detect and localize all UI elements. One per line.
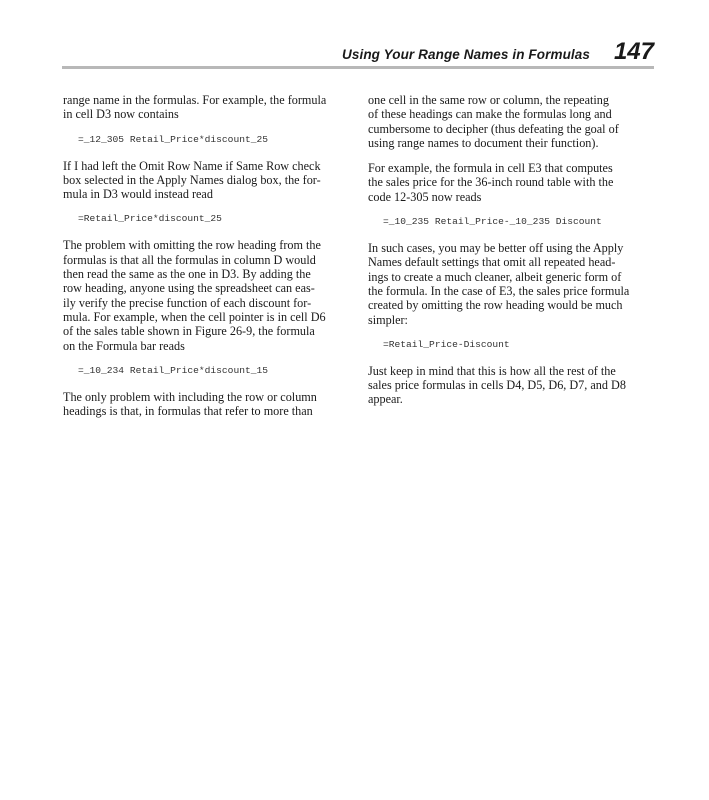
text-line: In such cases, you may be better off using the Apply <box>368 241 624 256</box>
paragraph <box>368 93 654 150</box>
paragraph <box>368 364 654 407</box>
code-formula: =_12_305 Retail_Price*discount_25 <box>78 133 268 145</box>
text-line: one cell in the same row or column, the repeating <box>368 93 609 107</box>
text-line: mula. For example, when the cell pointer is in cell D6 <box>63 309 326 324</box>
code-formula: =_10_234 Retail_Price*discount_15 <box>78 364 268 376</box>
text-line: mula in D3 would instead read <box>63 187 213 202</box>
text-line: cumbersome to decipher (thus defeating the goal of <box>368 121 619 136</box>
text-line: the sales price for the 36-inch round table with the <box>368 175 614 190</box>
text-line: of these headings can make the formulas long and <box>368 107 612 122</box>
header-rule <box>62 66 654 69</box>
text-line: code 12-305 now reads <box>368 189 482 204</box>
paragraph <box>368 241 654 327</box>
text-line: row heading, anyone using the spreadsheet can eas- <box>63 281 315 296</box>
code-formula: =Retail_Price*discount_25 <box>78 213 222 225</box>
page-number: 147 <box>613 38 654 65</box>
text-line: appear. <box>368 392 403 407</box>
text-line: The only problem with including the row or column <box>63 389 317 404</box>
text-line: box selected in the Apply Names dialog box, the for- <box>63 172 321 187</box>
running-head <box>62 36 654 66</box>
running-head-title: Using Your Range Names in Formulas <box>342 47 590 62</box>
text-line: The problem with omitting the row heading from the <box>63 238 321 253</box>
text-line: Just keep in mind that this is how all the rest of the <box>368 363 616 378</box>
text-line: Names default settings that omit all repeated head- <box>368 255 616 270</box>
left-column <box>63 93 349 418</box>
text-line: in cell D3 now contains <box>63 107 179 122</box>
text-line: For example, the formula in cell E3 that computes <box>368 161 613 176</box>
text-line: ily verify the precise function of each discount for- <box>63 295 312 310</box>
text-line: then read the same as the one in D3. By adding the <box>63 267 311 282</box>
paragraph <box>63 159 349 202</box>
text-line: simpler: <box>368 312 408 327</box>
text-line: on the Formula bar reads <box>63 338 185 353</box>
text-line: If I had left the Omit Row Name if Same Row check <box>63 158 321 173</box>
text-line: using range names to document their function). <box>368 135 599 150</box>
text-line: sales price formulas in cells D4, D5, D6, D7, and D8 <box>368 378 626 393</box>
text-line: ings to create a much cleaner, albeit generic form of <box>368 269 622 284</box>
text-line: created by omitting the row heading would be much <box>368 298 623 313</box>
paragraph <box>368 161 654 204</box>
code-formula: =Retail_Price-Discount <box>383 338 510 350</box>
text-line: the formula. In the case of E3, the sales price formula <box>368 283 630 298</box>
text-line: of the sales table shown in Figure 26-9, the formula <box>63 324 315 339</box>
text-line: headings is that, in formulas that refer to more than <box>63 404 313 419</box>
paragraph <box>63 238 349 352</box>
text-line: range name in the formulas. For example, the formula <box>63 93 327 107</box>
text-line: formulas is that all the formulas in column D would <box>63 252 316 267</box>
code-formula: =_10_235 Retail_Price-_10_235 Discount <box>383 216 602 228</box>
paragraph <box>63 93 349 122</box>
paragraph <box>63 390 349 419</box>
right-column <box>368 93 654 407</box>
